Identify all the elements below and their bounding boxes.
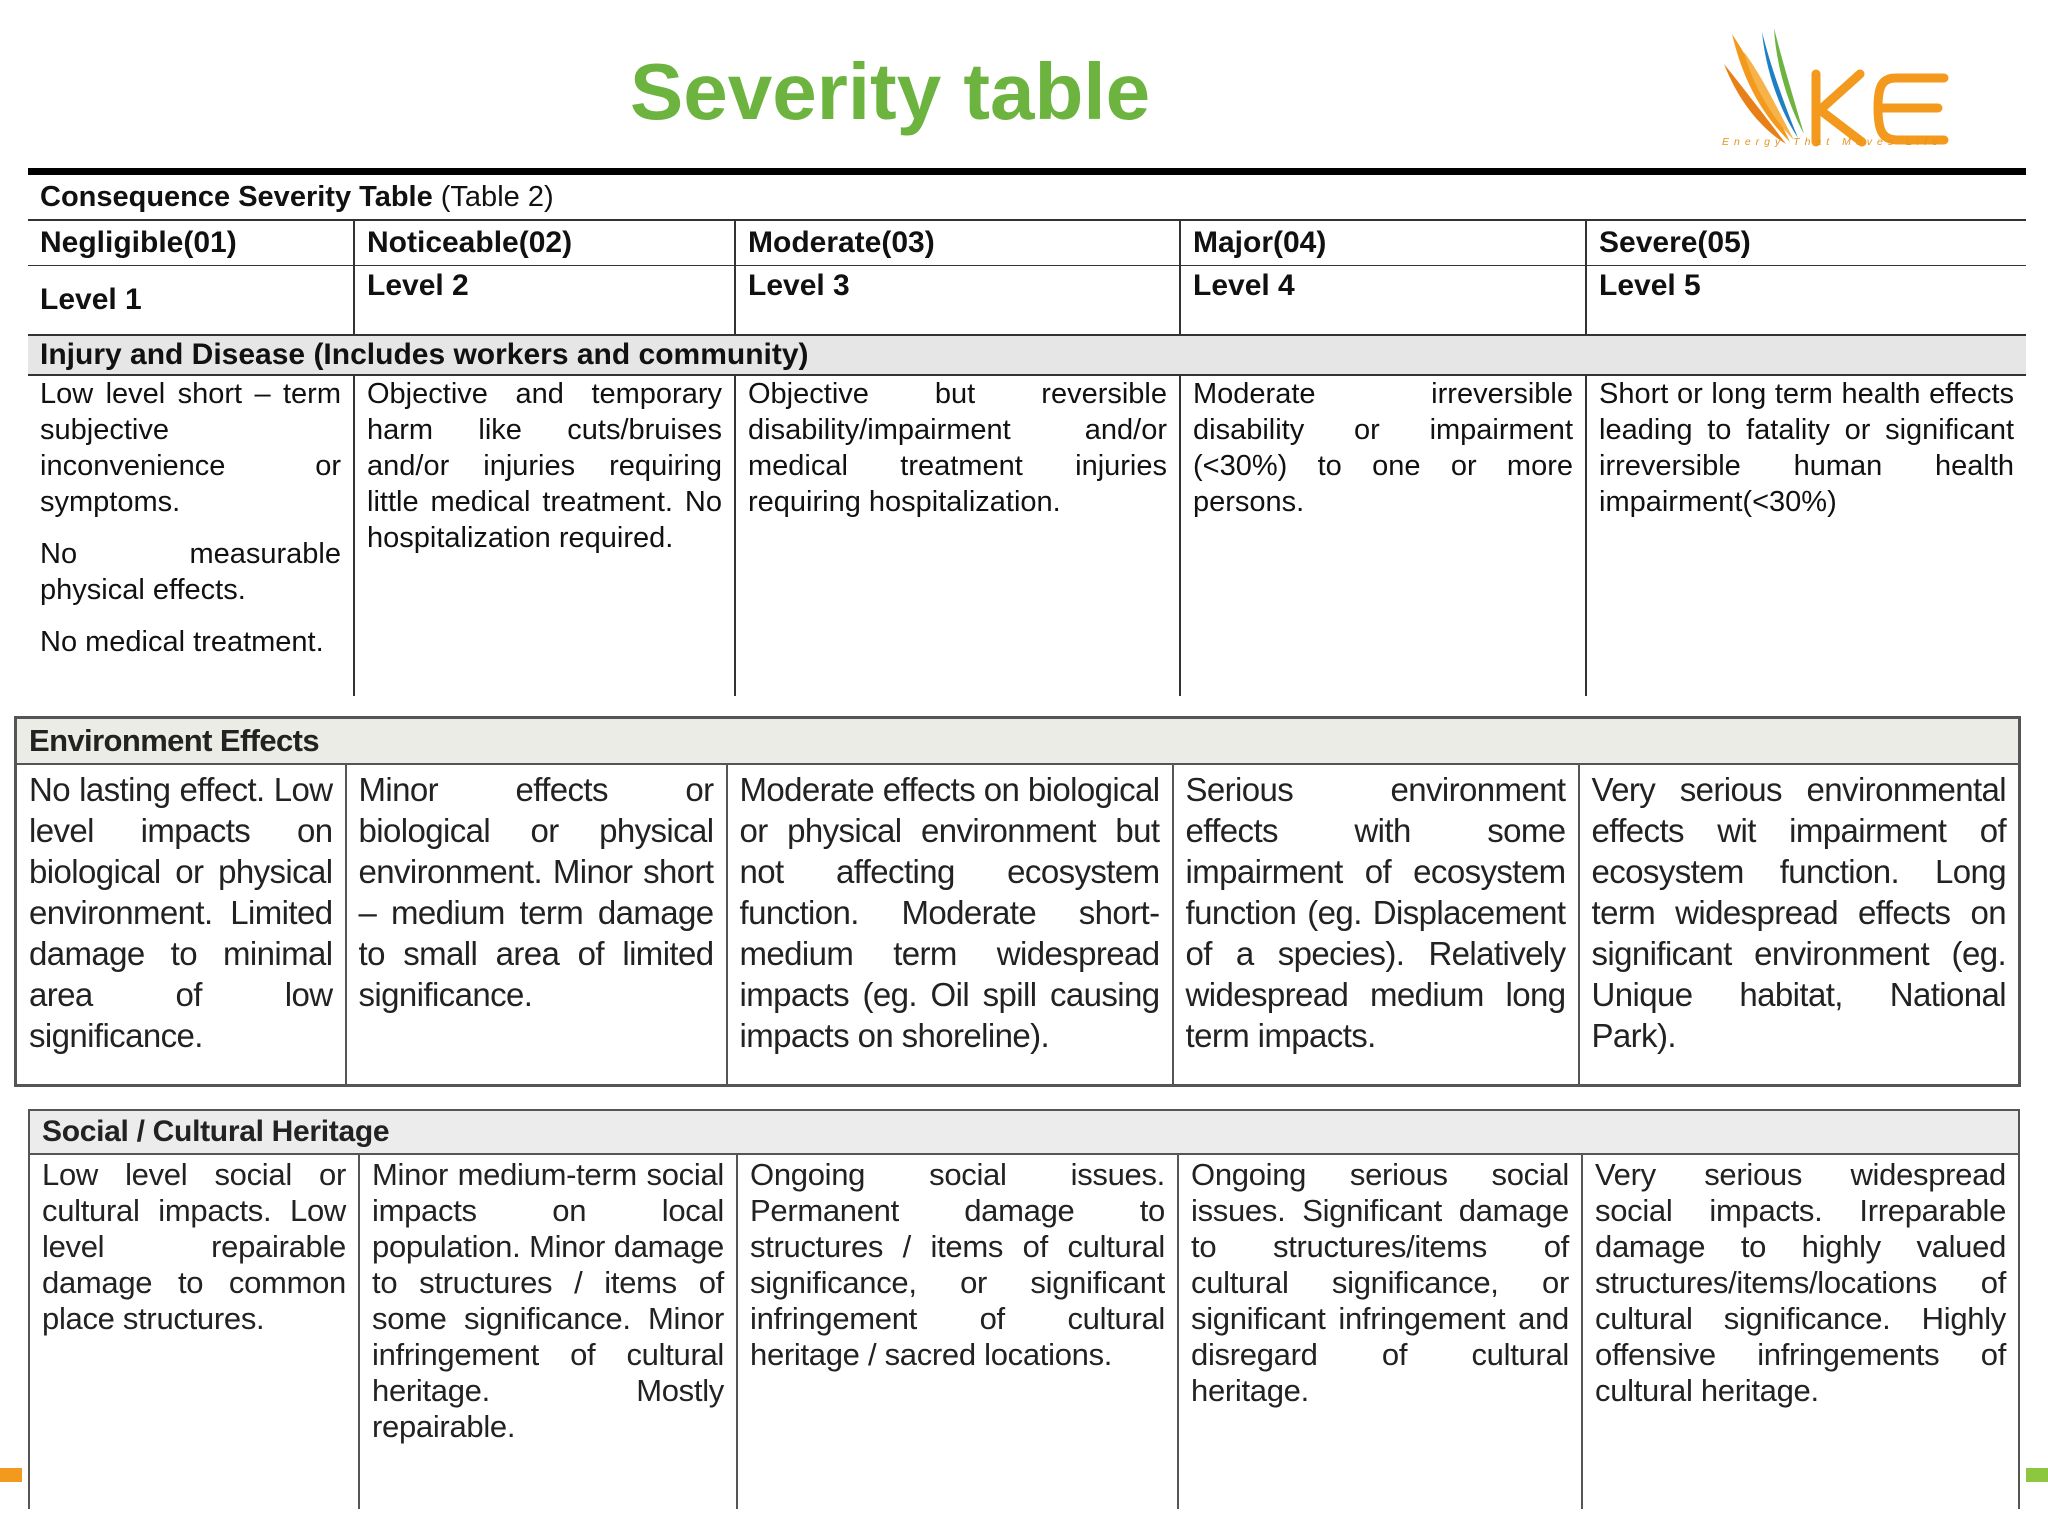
severity-level: Level 5 (1586, 266, 2026, 336)
table-cell: Minor medium-term social impacts on local population. Minor damage to structures / items of some significance. Minor infringement of cultural heritage. Mostly repairable. (359, 1154, 737, 1509)
consequence-severity-table (28, 175, 2026, 696)
severity-name: Major(04) (1180, 220, 1586, 266)
table-cell: Moderate irreversible disability or impairment (<30%) to one or more persons. (1180, 375, 1586, 696)
section-header-row (29, 1110, 2019, 1154)
severity-name: Moderate(03) (735, 220, 1180, 266)
section-title-environment: Environment Effects (16, 718, 2020, 765)
section-title-social: Social / Cultural Heritage (29, 1110, 2019, 1154)
table-cell: Low level social or cultural impacts. Low level repairable damage to common place structures. (42, 1157, 346, 1336)
severity-level: Level 1 (28, 266, 354, 336)
section-header-row (16, 718, 2020, 765)
environment-row (16, 764, 2020, 1086)
table-cell: Very serious environmental effects wit impairment of ecosystem function. Long term widespread effects on significant environment (eg. Unique habitat, National Park). (1579, 764, 2020, 1086)
cell-paragraph: No measurable physical effects. (40, 538, 341, 606)
table-cell: Ongoing serious social issues. Significant damage to structures/items of cultural significance, or significant infringement and disregard of cultural heritage. (1178, 1154, 1582, 1509)
table-cell: Objective and temporary harm like cuts/bruises and/or injuries requiring little medical treatment. No hospitalization required. (354, 375, 735, 696)
table-cell: Minor effects or biological or physical environment. Minor short – medium term damage to small area of limited significance. (346, 764, 727, 1086)
cell-paragraph: No medical treatment. (40, 626, 324, 658)
table-cell: Serious environment effects with some impairment of ecosystem function (eg. Displacement of a species). Relatively widespread medium long term impacts. (1173, 764, 1579, 1086)
section-header-row (28, 335, 2026, 375)
section-title-injury: Injury and Disease (Includes workers and community) (28, 335, 2026, 375)
table-cell: No lasting effect. Low level impacts on biological or physical environment. Limited damage to minimal area of low significance. (29, 771, 333, 1054)
table-cell (28, 375, 354, 696)
table-caption (28, 175, 2026, 220)
social-cultural-table (28, 1109, 2020, 1509)
severity-name: Severe(05) (1586, 220, 2026, 266)
cell-paragraph: Low level short – term subjective inconvenience or symptoms. (40, 378, 341, 518)
orange-accent-mark (0, 1468, 22, 1482)
severity-name-row (28, 220, 2026, 266)
table-caption-suffix: (Table 2) (432, 181, 554, 213)
page-title: Severity table (629, 47, 1151, 136)
table-caption-row (28, 175, 2026, 220)
leaf-icon (1724, 28, 1804, 144)
table-cell: Objective but reversible disability/impairment and/or medical treatment injuries requiring hospitalization. (735, 375, 1180, 696)
environment-effects-table (14, 716, 2021, 1087)
table-caption-bold: Consequence Severity Table (40, 181, 433, 213)
green-accent-mark (2026, 1468, 2048, 1482)
severity-name: Noticeable(02) (354, 220, 735, 266)
table-cell: Very serious widespread social impacts. Irreparable damage to highly valued structures/items/locations of cultural significance. Highly offensive infringements of cultural heritage. (1582, 1154, 2019, 1509)
top-rule (28, 168, 2026, 175)
table-cell: Ongoing social issues. Permanent damage to structures / items of cultural significance, or significant infringement of cultural heritage / sacred locations. (737, 1154, 1178, 1509)
severity-level: Level 4 (1180, 266, 1586, 336)
logo-tagline: Energy That Moves Life (1722, 136, 1943, 148)
severity-level-row (28, 266, 2026, 336)
severity-level: Level 2 (354, 266, 735, 336)
table-cell: Short or long term health effects leading to fatality or significant irreversible human health impairment(<30%) (1586, 375, 2026, 696)
injury-row (28, 375, 2026, 696)
severity-name: Negligible(01) (28, 220, 354, 266)
ke-letters (1816, 74, 1944, 142)
social-row (29, 1154, 2019, 1509)
severity-level: Level 3 (735, 266, 1180, 336)
table-cell: Moderate effects on biological or physical environment but not affecting ecosystem function. Moderate short-medium term widespread impacts (eg. Oil spill causing impacts on shoreline). (727, 764, 1173, 1086)
